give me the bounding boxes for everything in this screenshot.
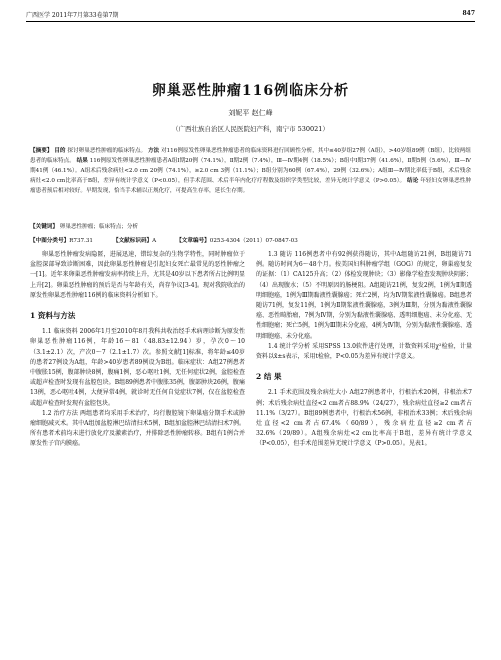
paragraph-2-1: 2.1 手术范围及残余病灶大小 A组27例患者中，行根治术20例，非根治术7例；术后残余病灶直径<2 cm者占88.9%（24/27），残余病灶直径≥2 cm者占11.1%（3/27）。B组89例患者中，行根治术56例，非根治术33例；术后残余病灶直径<2 cm者占67.4%（60/89），残余病灶直径≥2 cm者占32.6%（29/89）。A组残余病灶<2 cm比率高于B组，差异有统计学意义（P<0.05），但手术范围差异无统计学意义（P>0.05）。见表1。 [256, 389, 472, 448]
conclusion-label: 结论 [407, 178, 419, 184]
purpose-text: 探讨卵巢恶性肿瘤的临床特点。 [67, 148, 147, 154]
affiliation: （广西壮族自治区人民医院妇产科，南宁市 530021） [172, 125, 329, 133]
keywords-text: 卵巢恶性肿瘤；临床特点；分析 [59, 224, 139, 230]
article-id: 【文章编号】0253-4304（2011）07-0847-03 [176, 238, 298, 244]
summary-label: 【摘要】 [30, 148, 53, 154]
conclusion-text: 年轻妇女卵巢恶性肿瘤患者预后相对较好。早期发现，恰当手术辅以正规化疗，可提高生存率，延长生存期。 [30, 178, 472, 194]
section-heading-methods: 1 资料与方法 [30, 311, 76, 321]
clc-code: 【中图分类号】R737.31 [30, 238, 93, 244]
keywords-label: 【关键词】 [30, 224, 58, 230]
abstract [30, 146, 471, 196]
right-column [256, 250, 472, 450]
paragraph-1-1: 1.1 临床资料 2006年1月至2010年8月我科共收治经手术病理诊断为原发性卵巢恶性肿瘤116例，年龄16～81（48.83±12.94）岁，孕次0～10（3.1±2.1）次，产次0～7（2.1±1.7）次。参照文献[1]标准，将年龄≤40岁的患者27例设为A组，年龄>40岁患者89例设为B组。临床症状：A组27例患者中腹胀15例，腹部肿块8例，腹痛1例，恶心呕吐1例，无任何症状2例，盆腔检查或超声检查时发现有盆腔包块。B组89例患者中腹胀35例，腹部肿块26例，腹痛13例，恶心呕吐4例，大便异常4例，就诊时无任何自觉症状7例，仅在盆腔检查或超声检查时发现有盆腔包块。 [30, 328, 245, 407]
result-text: 116例原发性卵巢恶性肿瘤患者A组Ⅰ期20例（74.1%），Ⅱ期2例（7.4%），Ⅲ—Ⅳ期4例（18.5%）；B组中Ⅰ期37例（41.6%），Ⅱ期5例（5.6%），Ⅲ—Ⅳ期41例（46.1%）。A组术后残余病灶<2.0 cm 20例（74.1%），≥2.0 cm 3例（11.1%）；B组分别为60例（67.4%），29例（32.6%）；A组Ⅲ—Ⅳ期比率低于B组，术后残余病灶<2.0 cm比率高于B组，差异有统计学意义（P<0.05），但手术范围、术后半年内化疗疗程数及组织学类型比较，差异无统计学意义（P>0.05）。 [30, 158, 471, 184]
doc-code: 【文献标识码】A [112, 238, 157, 244]
paper-title: 卵巢恶性肿瘤116例临床分析 [151, 83, 350, 99]
paragraph-1-3: 1.3 随访 116例患者中有92例获得随访，其中A组随访21例，B组随访71例。随访时间为6～48个月。按美国妇科肿瘤学组（GOG）的规定，卵巢癌复发的证据：（1）CA125升高；（2）体检发现肿块；（3）影像学检查发现肿块阴影；（4）出现腹水；（5）不明原因的肠梗阻。A组随访21例，复发2例，1例为Ⅱ期透明细胞癌，1例为Ⅲ期黏液性囊腺癌；死亡2例，均为Ⅳ期浆液性囊腺癌。B组患者随访71例，复发11例，1例为Ⅱ期浆液性囊腺癌，3例为Ⅲ期，分别为黏液性囊腺癌、恶性畸胎瘤，7例为Ⅳ期，分别为黏液性囊腺癌、透明细胞癌、未分化癌、无性细胞瘤；死亡5例，1例为Ⅲ期未分化癌，4例为Ⅳ期，分别为黏液性囊腺癌、透明细胞癌、未分化癌。 [256, 251, 472, 340]
journal-info: 广西医学 2011年7月第33卷第7期 [26, 12, 119, 19]
method-label: 方法 [147, 148, 160, 154]
result-label: 结果 [76, 158, 88, 164]
keywords [30, 222, 471, 230]
paragraph-1-4: 1.4 统计学分析 采用SPSS 13.0软件进行处理，计数资料采用χ²检验，计量资料以x̄±s表示，采用t检验，P<0.05为差异有统计学意义。 [256, 342, 472, 361]
left-column [30, 250, 245, 450]
intro-paragraph: 卵巢恶性肿瘤发病隐匿，进展迅速，错综复杂的生物学特性，同时肿瘤位于盆腔深部导致诊断困难，因此卵巢恶性肿瘤是引起妇女死亡最常见的恶性肿瘤之一[1]。近年来卵巢恶性肿瘤发病率持续上升，尤其是40岁以下患者所占比例明显上升[2]。卵巢恶性肿瘤的预后是否与年龄有关，尚存争议[3-4]。现对我院收治的原发性卵巢恶性肿瘤116例的临床资料分析如下。 [30, 251, 245, 299]
section-heading-results: 2 结 果 [256, 372, 282, 382]
page-number: 847 [462, 10, 475, 17]
classification-line [30, 236, 471, 244]
method-text: 对116例原发性卵巢恶性肿瘤患者的临床资料进行回顾性分析，其中≤40岁组27例（A组），>40岁组89例（B组），比较两组患者的临床特点。 [30, 148, 471, 164]
paragraph-1-2: 1.2 治疗方法 两组患者均采用手术治疗，均行腹腔镜下卵巢癌分期手术或肿瘤细胞减灭术。其中A组加盆腔淋巴结清扫术5例，B组加盆腔淋巴结清扫术7例。所有患者术前均未进行放化疗及激素治疗，并排除恶性肿瘤转移。B组有1例合并原发性子宫内膜癌。 [30, 409, 245, 448]
purpose-label: 目的 [54, 148, 66, 154]
running-header [26, 10, 475, 22]
authors: 刘妮平 赵仁峰 [228, 109, 273, 117]
